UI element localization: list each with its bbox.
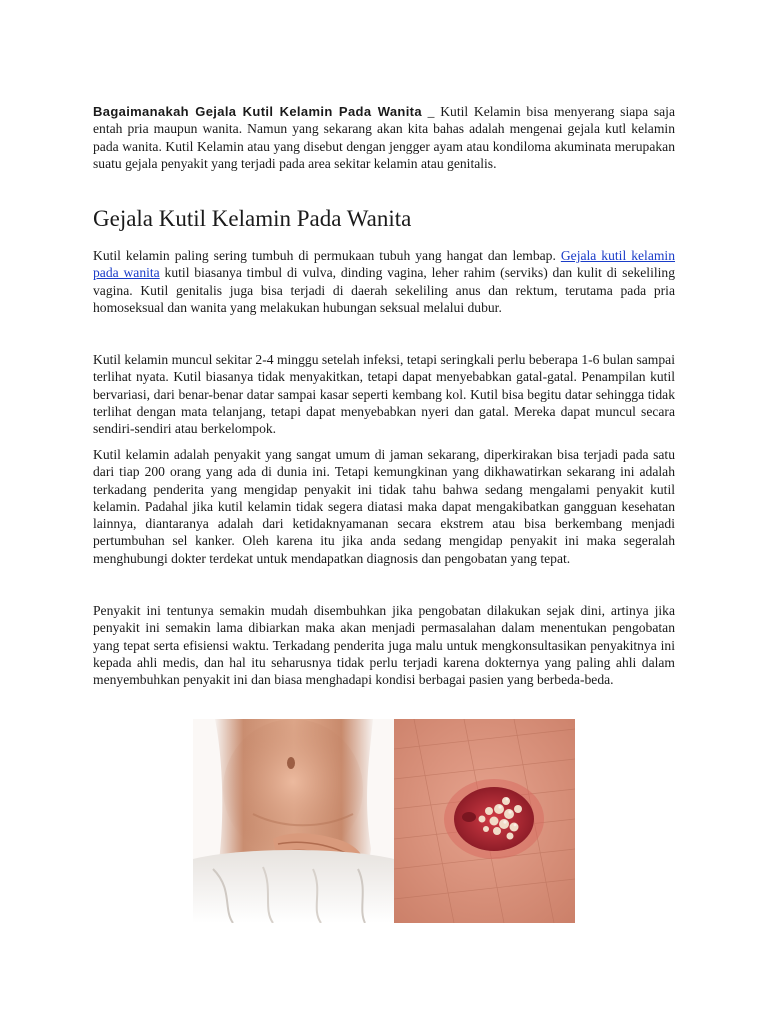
paragraph-2: Kutil kelamin muncul sekitar 2-4 minggu setelah infeksi, tetapi seringkali perlu beberapa 1-6 bulan sampai terlihat nyata. Kutil biasanya tidak menyakitkan, tetapi dapat menyebabkan gatal-gatal. Penampilan kutil bervariasi, dari benar-benar datar sampai kasar seperti kembang kol. Kutil bisa begitu datar sehingga tidak terlihat dengan mata telanjang, tetapi dapat menyebabkan nyeri dan gatal. Mereka dapat muncul secara sendiri-sendiri atau berkelompok. xyxy=(93,352,675,437)
gejala-link[interactable]: Gejala kutil kelamin pada wanita xyxy=(93,248,676,281)
intro-paragraph xyxy=(93,103,675,172)
woman-abdomen-photo xyxy=(193,719,394,923)
paragraph-3: Kutil kelamin adalah penyakit yang sangat umum di jaman sekarang, diperkirakan bisa terjadi pada satu dari tiap 200 orang yang ada di dunia ini. Tetapi kemungkinan yang dikhawatirkan sekarang ini adalah terkadang penderita yang mengidap penyakit ini tidak tahu bahwa sedang mengalami penyakit kutil kelamin. Padahal jika kutil kelamin tidak segera diatasi maka dapat mengakibatkan gangguan kesehatan lainnya, diantaranya adalah dari ketidaknyamanan secara ekstrem atau bisa berkembang menjadi pertumbuhan sel kanker. Oleh karena itu jika anda sedang mengidap penyakit ini maka segeralah menghubungi dokter terdekat untuk mendapatkan diagnosis dan pengobatan yang tepat. xyxy=(93,447,675,566)
paragraph-1-text-start: Kutil kelamin paling sering tumbuh di permukaan tubuh yang hangat dan lembap. xyxy=(93,248,561,263)
illustration-images xyxy=(193,719,575,923)
intro-title: Bagaimanakah Gejala Kutil Kelamin Pada Wanita xyxy=(93,104,422,119)
paragraph-4: Penyakit ini tentunya semakin mudah disembuhkan jika pengobatan dilakukan sejak dini, artinya jika penyakit ini semakin lama dibiarkan maka akan menjadi permasalahan dalam menentukan pengobatan yang tepat serta efisiensi waktu. Terkadang penderita juga malu untuk mengkonsultasikan penyakitnya ini kepada ahli medis, dan hal itu seharusnya tidak perlu terjadi karena dokternya yang paling ahli dalam menyembuhkan penyakit ini dan biasa menghadapi kondisi berbagai pasien yang berbeda-beda. xyxy=(93,603,675,688)
paragraph-1 xyxy=(93,247,675,316)
intro-text: _ Kutil Kelamin bisa menyerang siapa saja entah pria maupun wanita. Namun yang sekarang akan kita bahas adalah mengenai gejala kutl kelamin pada wanita. Kutil Kelamin atau yang disebut dengan jengger ayam atau kondiloma akuminata merupakan suatu gejala penyakit yang terjadi pada area sekitar kelamin atau genitalis. xyxy=(93,104,675,171)
paragraph-1-text-end: kutil biasanya timbul di vulva, dinding vagina, leher rahim (serviks) dan kulit di sekeliling vagina. Kutil genitalis juga bisa terjadi di daerah sekeliling anus dan rektum, terutama pada pria homoseksual dan wanita yang melakukan hubungan seksual melalui dubur. xyxy=(93,265,676,315)
skin-lesion-photo xyxy=(394,719,575,923)
section-heading: Gejala Kutil Kelamin Pada Wanita xyxy=(93,206,412,231)
